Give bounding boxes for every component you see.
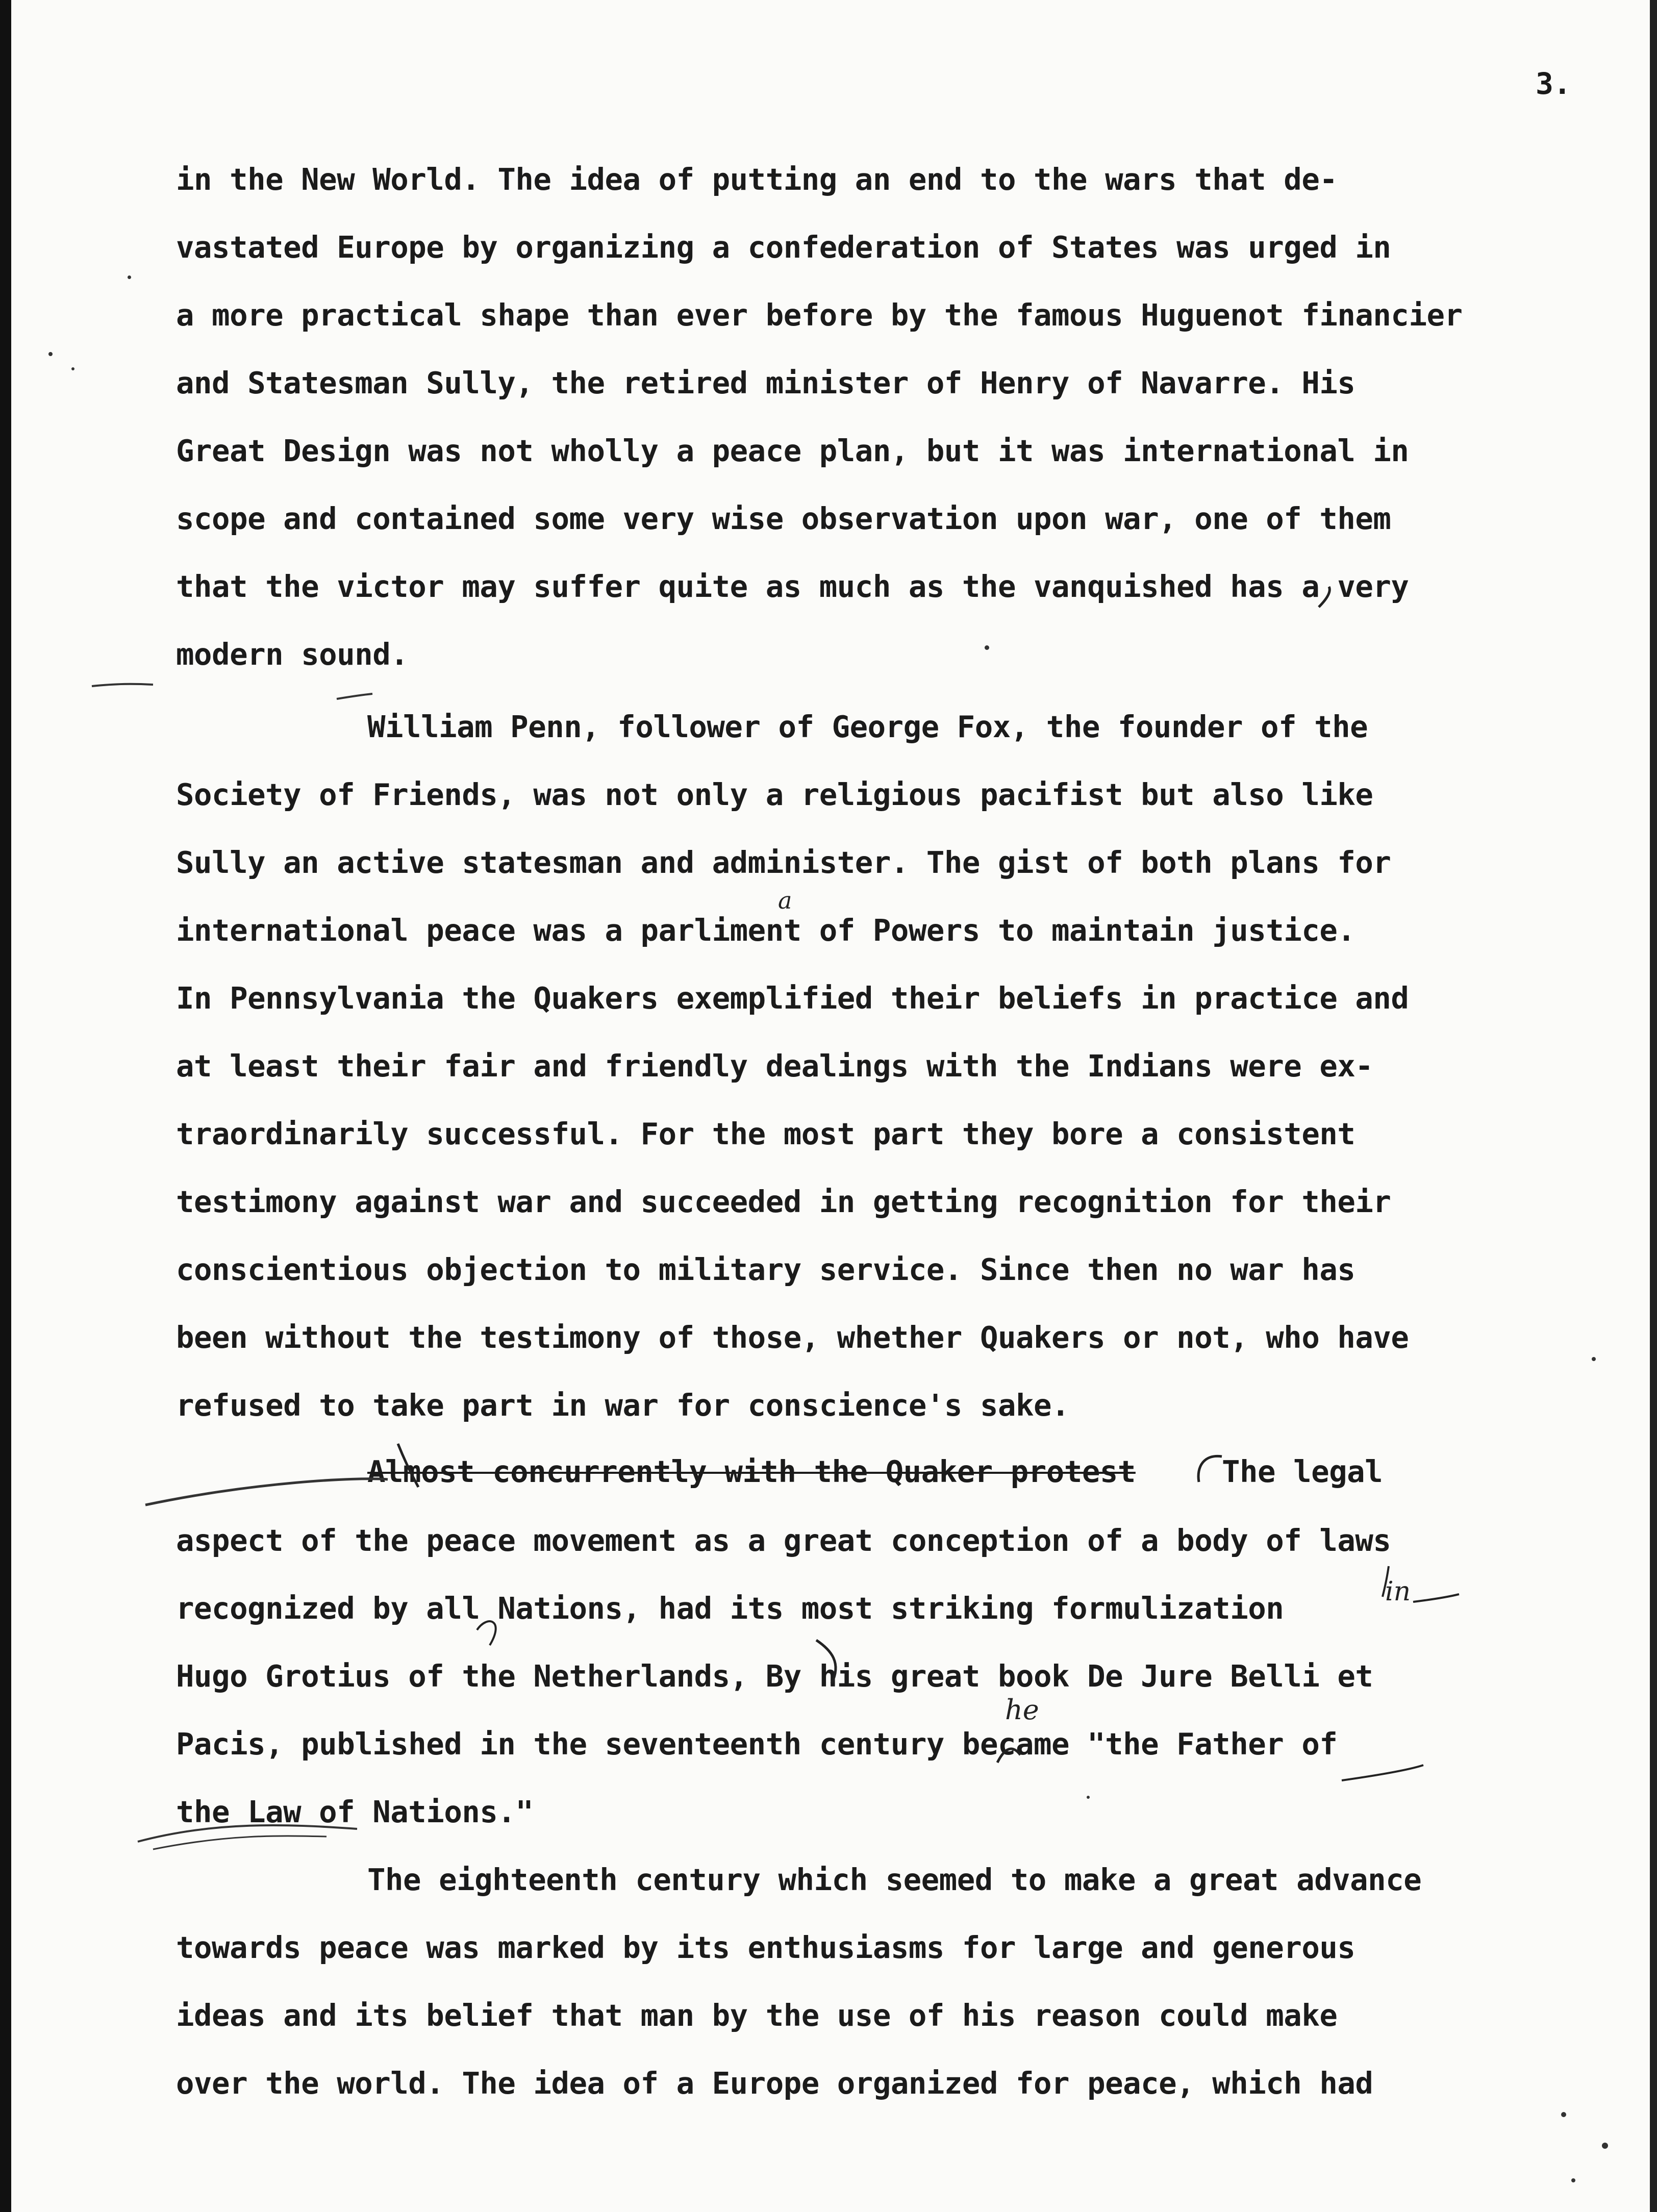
scan-speck: [48, 352, 53, 356]
text-line: refused to take part in war for conscience's sake.: [176, 1388, 1070, 1423]
text-line: ideas and its belief that man by the use of his reason could make: [176, 1998, 1338, 2033]
text-line: scope and contained some very wise observation upon war, one of them: [176, 501, 1391, 536]
scan-speck: [1592, 1357, 1596, 1361]
text-line: Sully an active statesman and administer. The gist of both plans for: [176, 845, 1391, 880]
handwritten-insert-a: a: [778, 887, 792, 914]
text-line: The legal: [1222, 1454, 1383, 1489]
handwritten-insert-he: he: [1005, 1694, 1039, 1726]
scan-speck: [1561, 2112, 1566, 2117]
text-line: and Statesman Sully, the retired minister of Henry of Navarre. His: [176, 365, 1355, 400]
text-line: conscientious objection to military service. Since then no war has: [176, 1252, 1355, 1287]
text-line: the Law of Nations.": [176, 1794, 534, 1829]
text-line: towards peace was marked by its enthusiasms for large and generous: [176, 1930, 1355, 1965]
text-line: traordinarily successful. For the most part they bore a consistent: [176, 1116, 1355, 1151]
text-line: in the New World. The idea of putting an end to the wars that de-: [176, 162, 1338, 197]
text-line: vastated Europe by organizing a confederation of States was urged in: [176, 230, 1391, 265]
text-line: at least their fair and friendly dealings with the Indians were ex-: [176, 1048, 1373, 1084]
scan-speck: [128, 275, 131, 279]
text-line: been without the testimony of those, whether Quakers or not, who have: [176, 1320, 1409, 1355]
text-line: William Penn, follower of George Fox, the founder of the: [367, 709, 1368, 744]
text-line: international peace was a parliment of Powers to maintain justice.: [176, 913, 1355, 948]
text-line: The eighteenth century which seemed to make a great advance: [367, 1862, 1422, 1897]
text-line: Society of Friends, was not only a religious pacifist but also like: [176, 777, 1373, 812]
text-line: Pacis, published in the seventeenth century became "the Father of: [176, 1726, 1338, 1762]
text-line: In Pennsylvania the Quakers exemplified their beliefs in practice and: [176, 981, 1409, 1016]
text-line: Great Design was not wholly a peace plan, but it was international in: [176, 433, 1409, 468]
text-line: recognized by all Nations, had its most striking formulization: [176, 1591, 1284, 1626]
scan-speck: [1571, 2178, 1575, 2182]
scan-speck: [1087, 1796, 1090, 1799]
text-line: over the world. The idea of a Europe organized for peace, which had: [176, 2066, 1373, 2101]
scan-speck: [1602, 2143, 1608, 2149]
struck-text: Almost concurrently with the Quaker protest: [367, 1454, 1136, 1489]
text-line: modern sound.: [176, 637, 409, 672]
text-line: aspect of the peace movement as a great conception of a body of laws: [176, 1523, 1391, 1558]
text-line: testimony against war and succeeded in getting recognition for their: [176, 1184, 1391, 1219]
handwritten-insert-in: in: [1385, 1576, 1411, 1607]
text-line: a more practical shape than ever before by the famous Huguenot financier: [176, 297, 1463, 333]
scan-speck: [71, 367, 74, 370]
text-line: that the victor may suffer quite as much as the vanquished has a very: [176, 569, 1409, 604]
text-line: Hugo Grotius of the Netherlands, By his great book De Jure Belli et: [176, 1658, 1373, 1694]
page-number: 3.: [1536, 66, 1571, 101]
scan-speck: [985, 645, 989, 650]
